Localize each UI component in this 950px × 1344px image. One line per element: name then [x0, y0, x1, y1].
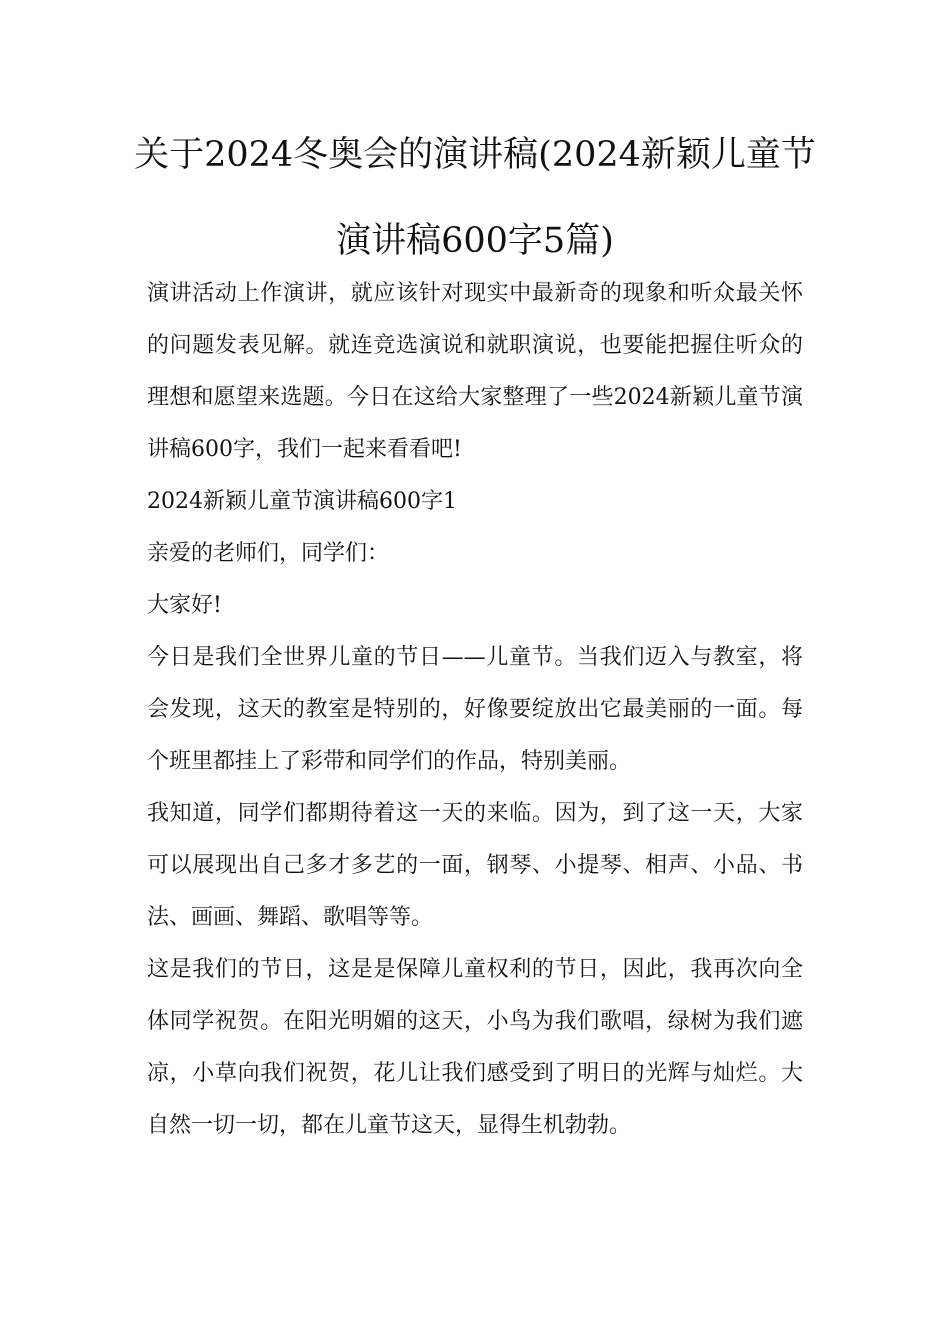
intro-paragraph: 演讲活动上作演讲，就应该针对现实中最新奇的现象和听众最关怀的问题发表见解。就连竞选演说和就职演说，也要能把握住听众的理想和愿望来选题。今日在这给大家整理了一些2024新颖儿童节演讲稿600字，我们一起来看看吧!	[147, 281, 803, 462]
body-paragraph: 我知道，同学们都期待着这一天的来临。因为，到了这一天，大家可以展现出自己多才多艺的一面，钢琴、小提琴、相声、小品、书法、画画、舞蹈、歌唱等等。	[147, 801, 803, 930]
greeting: 大家好!	[147, 593, 222, 618]
document-title: 关于2024冬奥会的演讲稿(2024新颖儿童节演讲稿600字5篇)	[134, 135, 816, 261]
body-paragraph: 这是我们的节日，这是是保障儿童权利的节日，因此，我再次向全体同学祝贺。在阳光明媚的这天，小鸟为我们歌唱，绿树为我们遮凉，小草向我们祝贺，花儿让我们感受到了明日的光辉与灿烂。大自然一切一切，都在儿童节这天，显得生机勃勃。	[147, 957, 803, 1138]
salutation: 亲爱的老师们，同学们：	[147, 541, 390, 566]
document-body	[147, 268, 803, 1152]
body-paragraph: 今日是我们全世界儿童的节日——儿童节。当我们迈入与教室，将会发现，这天的教室是特别的，好像要绽放出它最美丽的一面。每个班里都挂上了彩带和同学们的作品，特别美丽。	[147, 645, 803, 774]
section-heading: 2024新颖儿童节演讲稿600字1	[147, 489, 457, 514]
